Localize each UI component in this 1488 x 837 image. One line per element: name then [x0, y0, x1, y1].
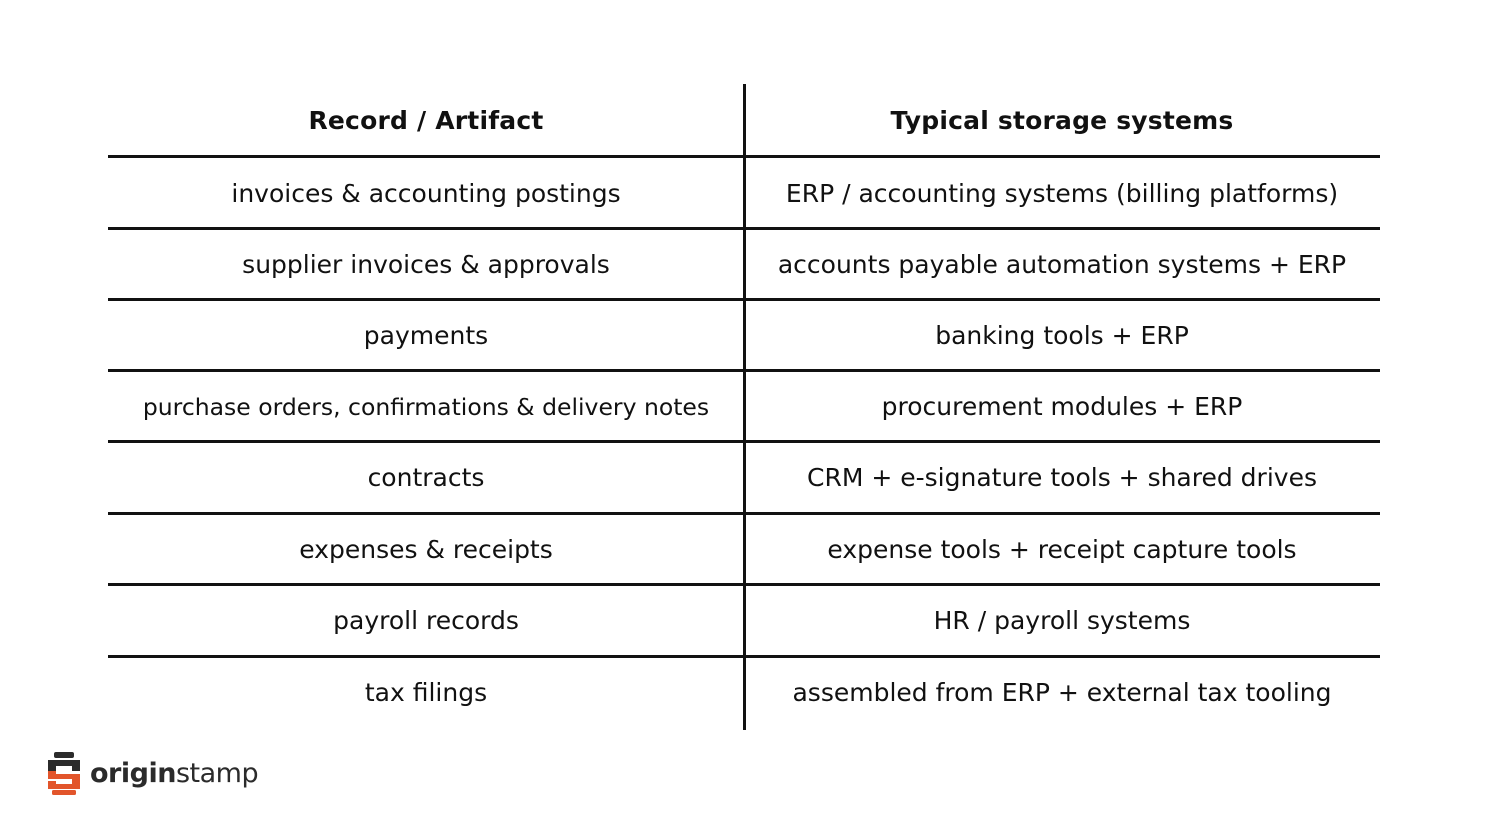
table-row [108, 515, 1380, 584]
record-cell: purchase orders, confirmations & delivery notes [142, 392, 710, 421]
record-cell: payroll records [333, 606, 519, 635]
header-record-artifact: Record / Artifact [308, 105, 544, 135]
storage-cell: accounts payable automation systems + ERP [777, 250, 1347, 279]
storage-cell: assembled from ERP + external tax tooling [792, 677, 1332, 707]
table-row [108, 443, 1380, 512]
storage-cell: expense tools + receipt capture tools [827, 535, 1297, 564]
logo-wordmark-bold: origin [90, 757, 176, 789]
table-header-row [108, 84, 1380, 156]
storage-cell: HR / payroll systems [933, 606, 1191, 635]
storage-systems-table [108, 84, 1380, 730]
logo-wordmark [90, 758, 258, 789]
storage-cell: CRM + e-signature tools + shared drives [807, 463, 1317, 492]
table-row [108, 301, 1380, 370]
record-cell: tax filings [364, 677, 488, 707]
table-row [108, 372, 1380, 441]
table-row [108, 586, 1380, 655]
logo-wordmark-regular: stamp [175, 757, 259, 789]
record-cell: payments [363, 321, 489, 350]
header-typical-storage-systems: Typical storage systems [890, 105, 1234, 135]
record-cell: contracts [367, 463, 485, 492]
table-row [108, 658, 1380, 726]
originstamp-logo [44, 750, 258, 796]
record-cell: supplier invoices & approvals [242, 250, 610, 279]
table-row [108, 158, 1380, 228]
storage-cell: banking tools + ERP [935, 321, 1189, 350]
storage-cell: ERP / accounting systems (billing platforms) [785, 178, 1339, 208]
record-cell: expenses & receipts [299, 535, 553, 564]
table-row [108, 230, 1380, 299]
origin-stamp-icon [44, 751, 84, 795]
storage-cell: procurement modules + ERP [881, 392, 1243, 421]
record-cell: invoices & accounting postings [231, 178, 621, 208]
